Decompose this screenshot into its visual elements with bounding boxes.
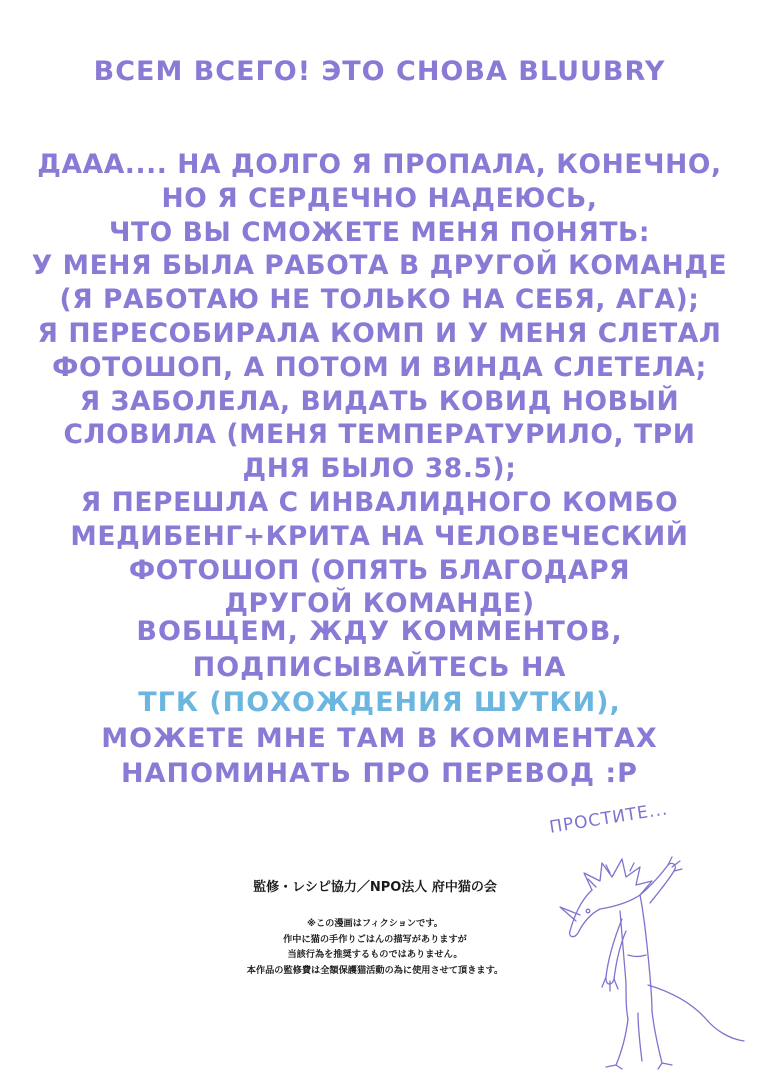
story-line: ФОТОШОП (ОПЯТЬ БЛАГОДАРЯ [128,554,631,586]
story-line: (Я РАБОТАЮ НЕ ТОЛЬКО НА СЕБЯ, АГА); [59,284,700,316]
story-line: ДРУГОЙ КОМАНДЕ) [224,588,535,620]
story-line: Я ПЕРЕСОБИРАЛА КОМП И У МЕНЯ СЛЕТАЛ [37,317,722,349]
outro-line: МОЖЕТЕ МНЕ ТАМ В КОММЕНТАХ [101,722,658,754]
story-line: Я ПЕРЕШЛА С ИНВАЛИДНОГО КОМБО [80,486,679,518]
supervision-credit: 監修・レシピ協力／NPO法人 府中猫の会 [253,880,497,895]
outro-line: НАПОМИНАТЬ ПРО ПЕРЕВОД :P [121,758,638,789]
disclaimer-line: 当該行為を推奨するものではありません。 [287,949,463,960]
story-line: НО Я СЕРДЕЧНО НАДЕЮСЬ, [161,182,598,214]
sorry-caption: ПРОСТИТЕ... [548,799,670,838]
outro-line: ПОДПИСЫВАЙТЕСЬ НА [192,651,567,683]
story-line: Я ЗАБОЛЕЛА, ВИДАТЬ КОВИД НОВЫЙ [79,385,680,417]
story-line: СЛОВИЛА (МЕНЯ ТЕМПЕРАТУРИЛО, ТРИ [63,419,696,451]
telegram-channel-link[interactable]: ТГК (ПОХОЖДЕНИЯ ШУТКИ), [138,687,621,718]
apologizing-creature-icon [540,815,755,1075]
story-text [0,148,759,621]
story-line: ФОТОШОП, А ПОТОМ И ВИНДА СЛЕТЕЛА; [52,351,707,383]
story-line: ДНЯ БЫЛО 38.5); [242,453,517,485]
outro-text [0,614,759,792]
story-line: ЧТО ВЫ СМОЖЕТЕ МЕНЯ ПОНЯТЬ: [108,216,651,248]
story-line: МЕДИБЕНГ+КРИТА НА ЧЕЛОВЕЧЕСКИЙ [70,520,689,552]
disclaimer-line: 作中に猫の手作りごはんの描写がありますが [283,933,467,945]
disclaimer-line: 本作品の監修費は全額保護猫活動の為に使用させて頂きます。 [246,964,504,976]
outro-line: ВОБЩЕМ, ЖДУ КОММЕНТОВ, [136,616,623,647]
greeting-text: ВСЕМ ВСЕГО! ЭТО СНОВА BLUUBRY [93,56,666,87]
story-line: ДААА.... НА ДОЛГО Я ПРОПАЛА, КОНЕЧНО, [37,149,722,180]
disclaimer-line: ※この漫画はフィクションです。 [307,918,443,929]
story-line: У МЕНЯ БЫЛА РАБОТА В ДРУГОЙ КОМАНДЕ [31,250,728,282]
fiction-disclaimer [200,916,550,978]
